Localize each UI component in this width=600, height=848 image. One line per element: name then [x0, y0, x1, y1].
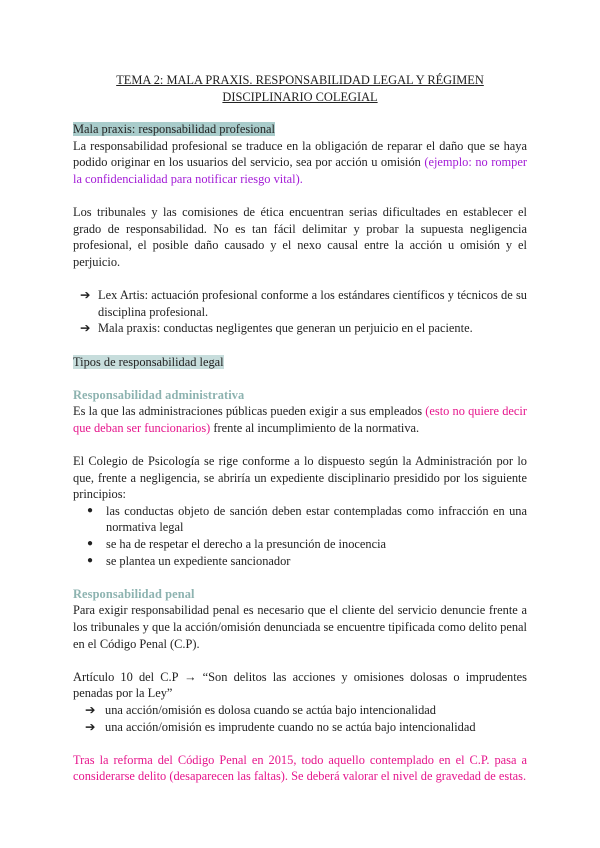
arrow-icon: ➔ — [85, 719, 96, 734]
list-item-text: Mala praxis: conductas negligentes que generan un perjuicio en el paciente. — [98, 321, 473, 336]
funcionarios-note: (esto no quiere decir que deban ser funcionarios) — [73, 404, 527, 435]
example-note: (ejemplo: no romper la confidencialidad para notificar riesgo vital). — [73, 155, 527, 186]
list-item — [73, 536, 527, 553]
list-item-text: las conductas objeto de sanción deben estar contempladas como infracción en una normativa legal — [106, 503, 527, 535]
list-item — [73, 503, 527, 536]
section-heading-tipos: Tipos de responsabilidad legal — [73, 354, 224, 369]
arrow-icon: ➔ — [85, 702, 96, 717]
bullet-dot-icon: ● — [87, 504, 94, 516]
list-item-text: se ha de respetar el derecho a la presunción de inocencia — [106, 537, 387, 552]
list-item — [73, 719, 527, 736]
paragraph-text: La responsabilidad profesional se traduce en la obligación de reparar el daño que se haya podido originar en los usuarios del servicio, sea por acción u omisión — [73, 138, 527, 170]
document-page — [73, 72, 527, 785]
paragraph-colegio: El Colegio de Psicología se rige conforme a lo dispuesto según la Administración por lo que, frente a negligencia, se abriría un expediente disciplinario presidido por los siguiente principios: — [73, 454, 527, 502]
paragraph-reforma-2015: Tras la reforma del Código Penal en 2015, todo aquello contemplado en el C.P. pasa a considerarse delito (desaparecen las faltas). Se deberá valorar el nivel de gravedad de estas. — [73, 752, 527, 784]
list-item-text: se plantea un expediente sancionador — [106, 553, 291, 568]
subheading-penal: Responsabilidad penal — [73, 586, 195, 601]
list-item-text: una acción/omisión es imprudente cuando no se actúa bajo intencionalidad — [105, 719, 476, 734]
arrow-icon: ➔ — [80, 288, 91, 303]
paragraph-penal: Para exigir responsabilidad penal es necesario que el cliente del servicio denuncie frente a los tribunales y que la acción/omisión denunciada se encuentre tipificada como delito penal en el Código Penal (C.P). — [73, 603, 527, 651]
section-heading-mala-praxis: Mala praxis: responsabilidad profesional — [73, 122, 275, 137]
list-item — [73, 702, 527, 719]
paragraph-tribunales: Los tribunales y las comisiones de ética encuentran serias dificultades en establecer el grado de responsabilidad. No es tan fácil delimitar y probar la supuesta negligencia profesional, el posible daño causado y el nexo causal entre la acción u omisión y el perjuicio. — [73, 205, 527, 269]
arrow-icon: ➔ — [80, 321, 91, 336]
paragraph-text: frente al incumplimiento de la normativa. — [210, 420, 420, 435]
principios-list — [73, 503, 527, 569]
lex-artis-list — [73, 287, 527, 337]
list-item — [73, 553, 527, 570]
paragraph-responsabilidad-profesional — [73, 138, 527, 188]
document-title: TEMA 2: MALA PRAXIS. RESPONSABILIDAD LEGAL Y RÉGIMEN DISCIPLINARIO COLEGIAL — [116, 73, 484, 104]
list-item-text: una acción/omisión es dolosa cuando se actúa bajo intencionalidad — [105, 702, 437, 717]
subheading-administrativa: Responsabilidad administrativa — [73, 387, 245, 402]
list-item — [73, 320, 527, 337]
bullet-dot-icon: ● — [87, 554, 94, 566]
list-item-text: Lex Artis: actuación profesional conforme a los estándares científicos y técnicos de su disciplina profesional. — [98, 288, 527, 319]
list-item — [73, 287, 527, 320]
bullet-dot-icon: ● — [87, 538, 94, 550]
paragraph-articulo-10: Artículo 10 del C.P → “Son delitos las acciones y omisiones dolosas o imprudentes penadas por la Ley” — [73, 669, 527, 701]
paragraph-text: Es la que las administraciones públicas pueden exigir a sus empleados — [73, 404, 426, 419]
dolosa-imprudente-list — [73, 702, 527, 735]
paragraph-administrativa — [73, 403, 527, 436]
